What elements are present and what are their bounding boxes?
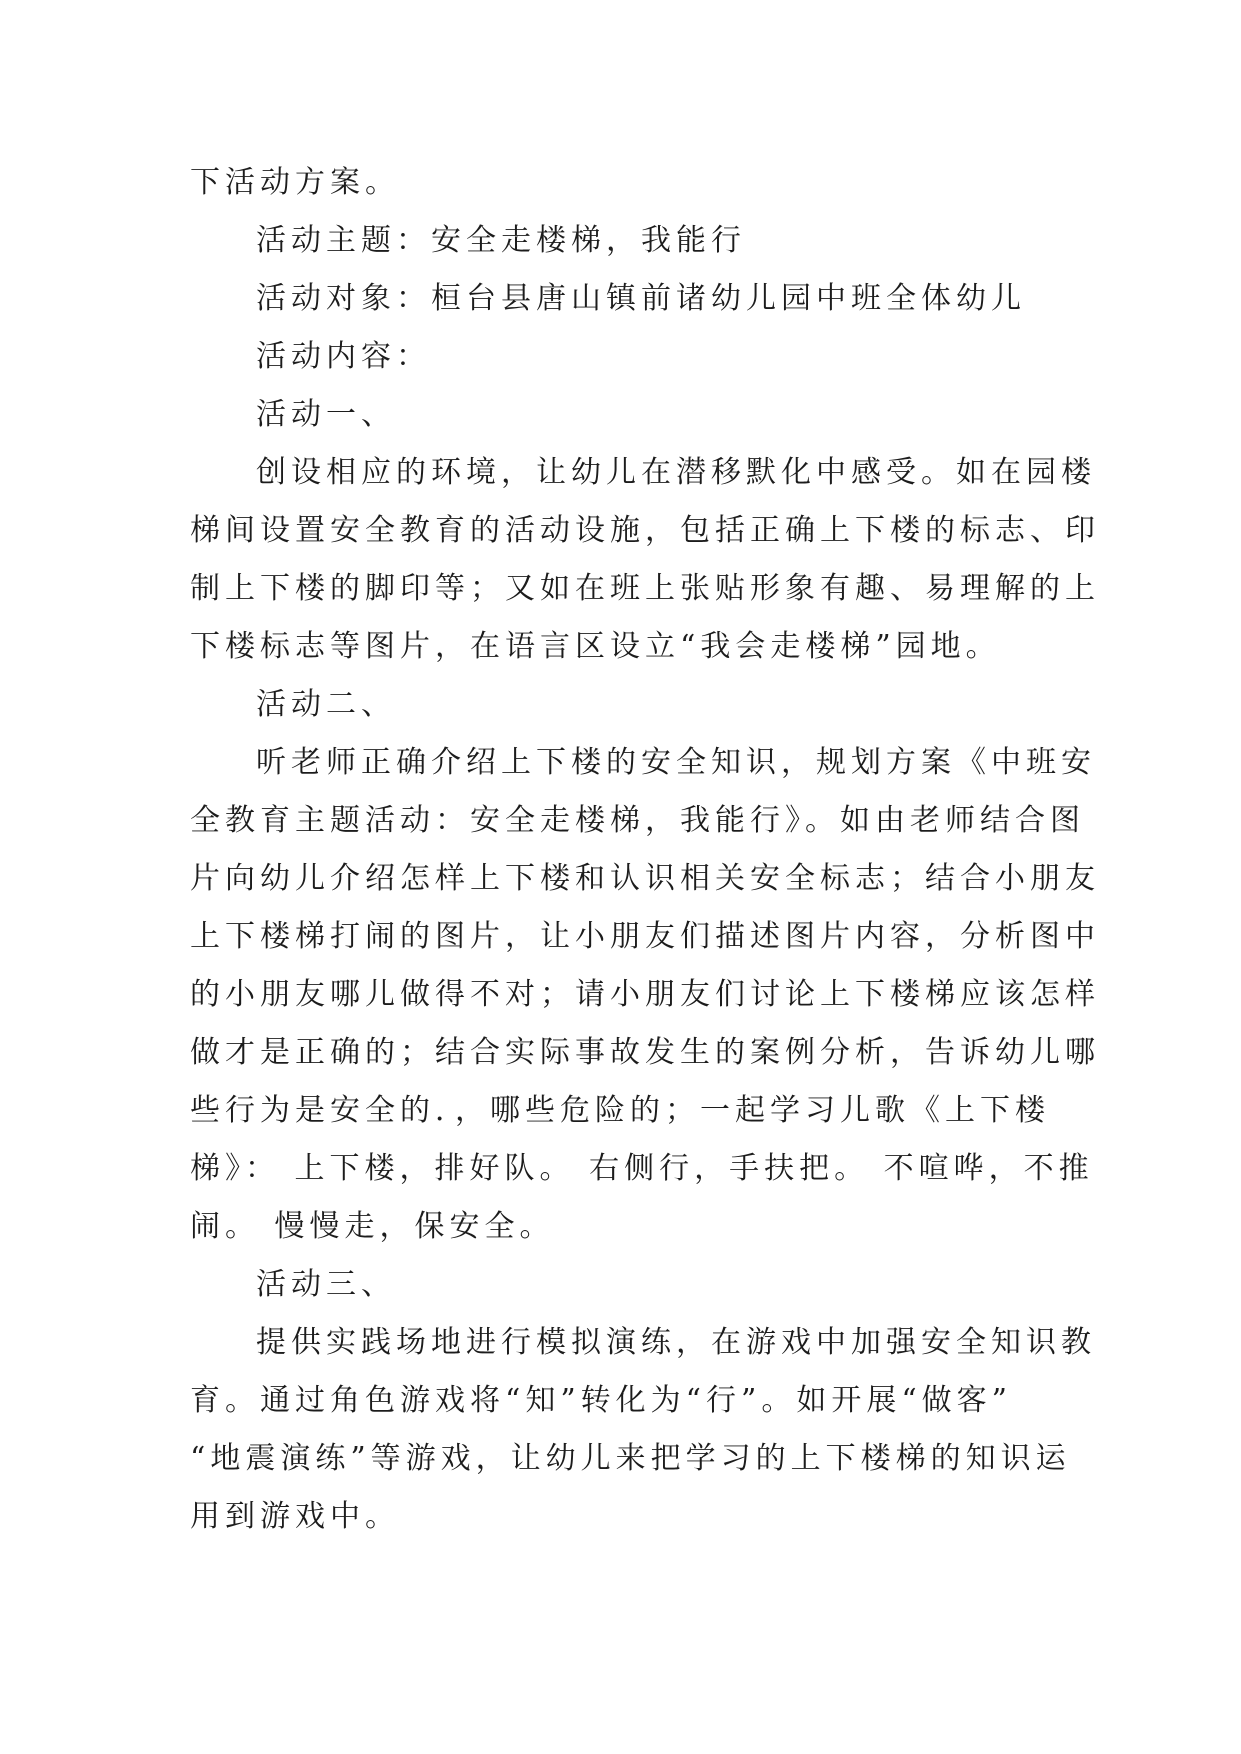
activity-theme: 活动主题：安全走楼梯，我能行 — [256, 223, 746, 258]
text-line: 上下楼梯打闹的图片，让小朋友们描述图片内容，分析图中 — [190, 919, 1100, 954]
text-line: 制上下楼的脚印等；又如在班上张贴形象有趣、易理解的上 — [190, 571, 1100, 606]
activity-three-heading: 活动三、 — [256, 1267, 396, 1302]
text-line: 梯》： 上下楼，排好队。 右侧行，手扶把。 不喧哗，不推 — [190, 1151, 1094, 1186]
text-line: 梯间设置安全教育的活动设施，包括正确上下楼的标志、印 — [190, 513, 1100, 548]
text-line: 下活动方案。 — [190, 165, 400, 200]
text-line: 全教育主题活动：安全走楼梯，我能行》。如由老师结合图 — [190, 803, 1085, 838]
text-line: 闹。 慢慢走，保安全。 — [190, 1209, 555, 1244]
activity-target: 活动对象：桓台县唐山镇前诸幼儿园中班全体幼儿 — [256, 281, 1026, 316]
activity-two-heading: 活动二、 — [256, 687, 396, 722]
text-line: “地震演练”等游戏，让幼儿来把学习的上下楼梯的知识运 — [190, 1441, 1071, 1476]
text-line: 片向幼儿介绍怎样上下楼和认识相关安全标志；结合小朋友 — [190, 861, 1100, 896]
text-line: 用到游戏中。 — [190, 1499, 400, 1534]
text-line: 提供实践场地进行模拟演练，在游戏中加强安全知识教 — [256, 1325, 1096, 1360]
text-line: 些行为是安全的．，哪些危险的；一起学习儿歌《上下楼 — [190, 1093, 1050, 1128]
text-line: 下楼标志等图片，在语言区设立“我会走楼梯”园地。 — [190, 629, 1001, 664]
text-line: 的小朋友哪儿做得不对；请小朋友们讨论上下楼梯应该怎样 — [190, 977, 1100, 1012]
text-line: 育。通过角色游戏将“知”转化为“行”。如开展“做客” — [190, 1383, 1013, 1418]
activity-one-heading: 活动一、 — [256, 397, 396, 432]
activity-content-heading: 活动内容： — [256, 339, 431, 374]
text-line: 创设相应的环境，让幼儿在潜移默化中感受。如在园楼 — [256, 455, 1096, 490]
document-body — [190, 154, 1100, 1546]
text-line: 做才是正确的；结合实际事故发生的案例分析，告诉幼儿哪 — [190, 1035, 1100, 1070]
text-line: 听老师正确介绍上下楼的安全知识，规划方案《中班安 — [256, 745, 1096, 780]
